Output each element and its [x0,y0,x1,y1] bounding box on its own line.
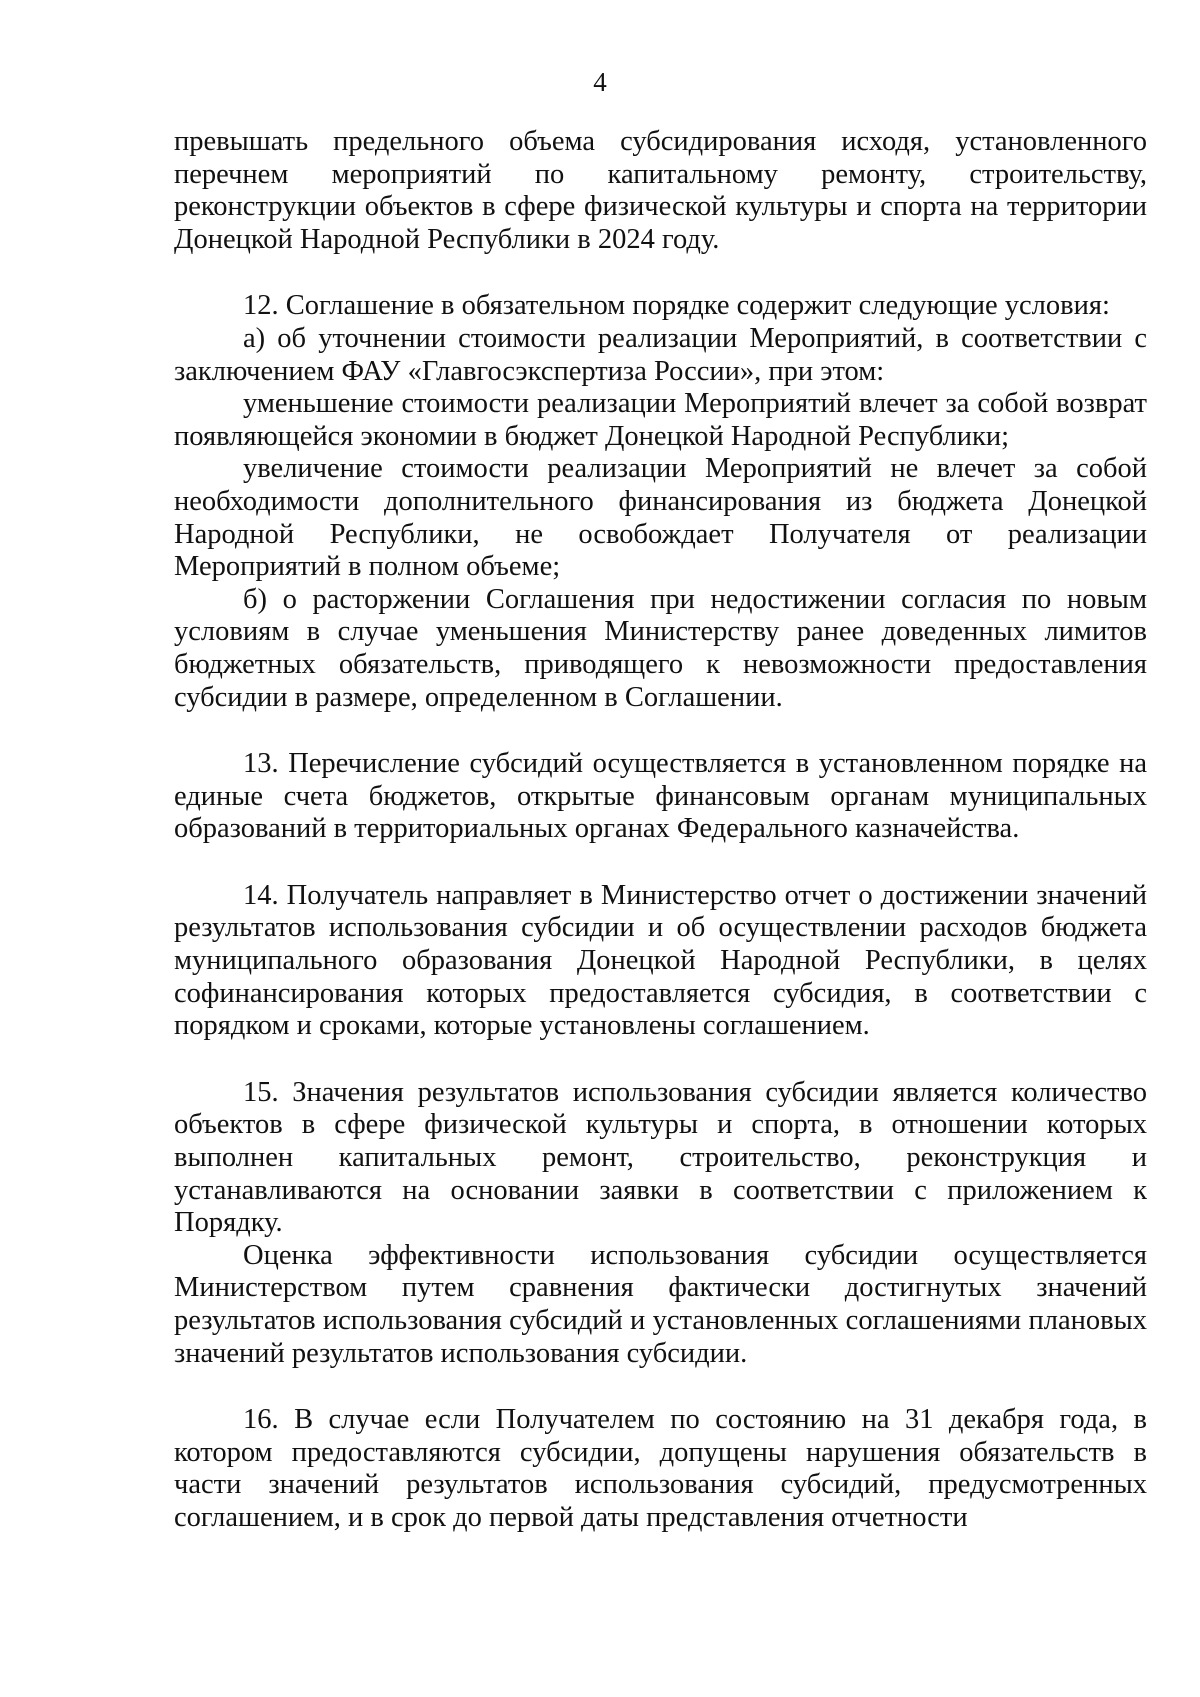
document-body [174,126,1147,1535]
paragraph-13: 13. Перечисление субсидий осуществляется в установленном порядке на единые счета бюджетов, открытые финансовым органам муниципальных образований в территориальных органах Федерального казначейства. [174,748,1147,845]
paragraph-12-b: б) о расторжении Соглашения при недостижении согласия по новым условиям в случае уменьшения Министерству ранее доведенных лимитов бюджетных обязательств, приводящего к невозможности предоставления субсидии в размере, определенном в Соглашении. [174,583,1147,713]
page-number: 4 [593,67,607,97]
paragraph-16: 16. В случае если Получателем по состоянию на 31 декабря года, в котором предоставляются субсидии, допущены нарушения обязательств в части значений результатов использования субсидий, предусмотренных соглашением, и в срок до первой даты представления отчетности [174,1404,1147,1533]
paragraph-15-evaluation: Оценка эффективности использования субсидии осуществляется Министерством путем сравнения фактически достигнутых значений результатов использования субсидий и установленных соглашениями плановых значений результатов использования субсидии. [174,1239,1147,1369]
paragraph-12-a-decrease: уменьшение стоимости реализации Мероприятий влечет за собой возврат появляющейся экономии в бюджет Донецкой Народной Республики; [174,388,1147,452]
paragraph-continuation: превышать предельного объема субсидирования исходя, установленного перечнем мероприятий по капитальному ремонту, строительству, реконструкции объектов в сфере физической культуры и спорта на территории Донецкой Народной Республики в 2024 году. [174,126,1147,255]
paragraph-14: 14. Получатель направляет в Министерство отчет о достижении значений результатов использования субсидии и об осуществлении расходов бюджета муниципального образования Донецкой Народной Республики, в целях софинансирования которых предоставляется субсидия, в соответствии с порядком и сроками, которые установлены соглашением. [174,879,1147,1042]
paragraph-12-a-increase: увеличение стоимости реализации Мероприятий не влечет за собой необходимости дополнительного финансирования из бюджета Донецкой Народной Республики, не освобождает Получателя от реализации Мероприятий в полном объеме; [174,453,1147,583]
paragraph-15: 15. Значения результатов использования субсидии является количество объектов в сфере физической культуры и спорта, в отношении которых выполнен капитальных ремонт, строительство, реконструкция и устанавливаются на основании заявки в соответствии с приложением к Порядку. [174,1076,1147,1239]
paragraph-12: 12. Соглашение в обязательном порядке содержит следующие условия: [243,290,1110,322]
paragraph-12-a: а) об уточнении стоимости реализации Мероприятий, в соответствии с заключением ФАУ «Главгосэкспертиза России», при этом: [174,322,1147,387]
